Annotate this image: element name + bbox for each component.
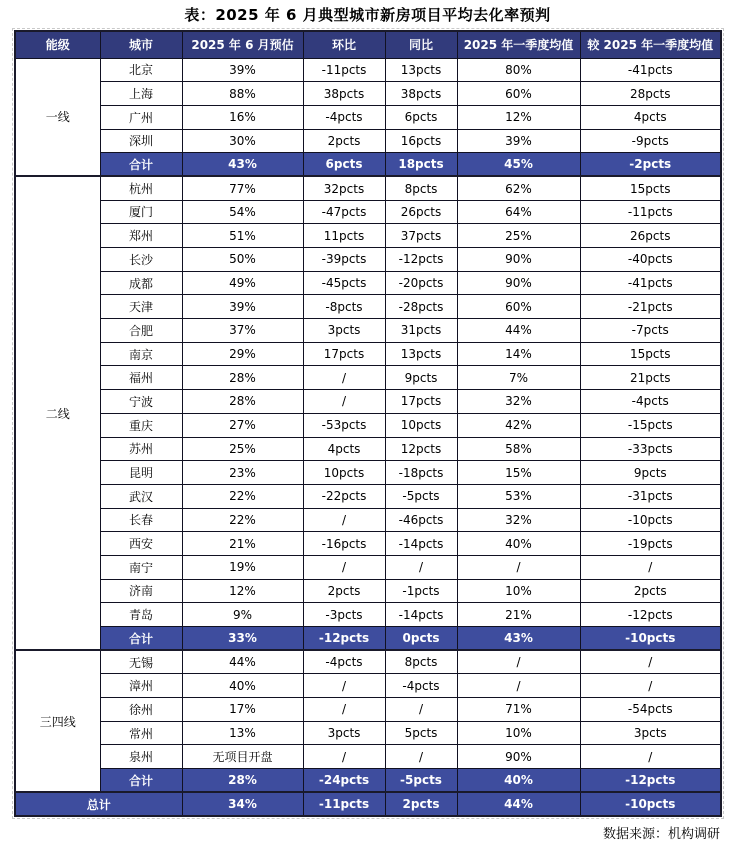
table-row — [15, 224, 721, 248]
table-row — [15, 200, 721, 224]
value-cell: 11pcts — [303, 224, 385, 248]
value-cell: 12pcts — [385, 437, 457, 461]
table-row — [15, 603, 721, 627]
value-cell: -4pcts — [303, 650, 385, 674]
value-cell: 77% — [182, 176, 303, 200]
value-cell: 28% — [182, 390, 303, 414]
value-cell: 64% — [457, 200, 580, 224]
value-cell: 80% — [457, 58, 580, 82]
value-cell: 32% — [457, 508, 580, 532]
table-row — [15, 484, 721, 508]
value-cell: 9% — [182, 603, 303, 627]
value-cell: -22pcts — [303, 484, 385, 508]
value-cell: 60% — [457, 295, 580, 319]
value-cell: 15pcts — [580, 176, 721, 200]
data-source-note: 数据来源：机构调研 — [602, 827, 720, 842]
value-cell: -12pcts — [580, 769, 721, 793]
value-cell: -16pcts — [303, 532, 385, 556]
value-cell: -7pcts — [580, 319, 721, 343]
value-cell: 25% — [182, 437, 303, 461]
value-cell: -21pcts — [580, 295, 721, 319]
value-cell: 14% — [457, 342, 580, 366]
value-cell: 3pcts — [303, 721, 385, 745]
value-cell: 16% — [182, 105, 303, 129]
value-cell: 39% — [182, 295, 303, 319]
value-cell: 10pcts — [303, 461, 385, 485]
value-cell: 44% — [182, 650, 303, 674]
table-row — [15, 579, 721, 603]
value-cell: 5pcts — [385, 721, 457, 745]
column-header-june-estimate: 2025 年 6 月预估 — [182, 31, 303, 58]
table-row — [15, 82, 721, 106]
value-cell: 90% — [457, 271, 580, 295]
value-cell: 45% — [457, 153, 580, 177]
value-cell: 19% — [182, 555, 303, 579]
value-cell: -46pcts — [385, 508, 457, 532]
table-row — [15, 555, 721, 579]
table-row — [15, 698, 721, 722]
tier-cell: 三四线 — [15, 650, 100, 792]
value-cell: / — [385, 555, 457, 579]
header-row — [15, 31, 721, 58]
value-cell: 71% — [457, 698, 580, 722]
value-cell: 12% — [182, 579, 303, 603]
city-cell: 南宁 — [100, 555, 182, 579]
value-cell: 37pcts — [385, 224, 457, 248]
value-cell: -54pcts — [580, 698, 721, 722]
table-row — [15, 105, 721, 129]
value-cell: 21pcts — [580, 366, 721, 390]
city-cell: 济南 — [100, 579, 182, 603]
value-cell: 15pcts — [580, 342, 721, 366]
value-cell: 6pcts — [385, 105, 457, 129]
value-cell: 37% — [182, 319, 303, 343]
table-row — [15, 674, 721, 698]
value-cell: -41pcts — [580, 58, 721, 82]
value-cell: -53pcts — [303, 413, 385, 437]
column-header-vs-q1-average: 较 2025 年一季度均值 — [580, 31, 721, 58]
value-cell: 0pcts — [385, 627, 457, 651]
value-cell: -2pcts — [580, 153, 721, 177]
value-cell: -39pcts — [303, 248, 385, 272]
absorption-rate-table — [14, 30, 722, 817]
value-cell: -33pcts — [580, 437, 721, 461]
value-cell: 44% — [457, 319, 580, 343]
city-cell: 青岛 — [100, 603, 182, 627]
value-cell: 50% — [182, 248, 303, 272]
value-cell: -5pcts — [385, 484, 457, 508]
value-cell: 13pcts — [385, 342, 457, 366]
city-cell: 西安 — [100, 532, 182, 556]
column-header-q1-average: 2025 年一季度均值 — [457, 31, 580, 58]
value-cell: / — [303, 366, 385, 390]
city-cell: 广州 — [100, 105, 182, 129]
value-cell: / — [580, 555, 721, 579]
value-cell: 60% — [457, 82, 580, 106]
grand-total-label-cell: 总计 — [15, 792, 182, 816]
table-row — [15, 508, 721, 532]
tier-total-row — [15, 153, 721, 177]
value-cell: -11pcts — [580, 200, 721, 224]
value-cell: / — [457, 555, 580, 579]
total-label-cell: 合计 — [100, 153, 182, 177]
value-cell: -40pcts — [580, 248, 721, 272]
column-header-tier: 能级 — [15, 31, 100, 58]
city-cell: 南京 — [100, 342, 182, 366]
value-cell: 44% — [457, 792, 580, 816]
value-cell: 17% — [182, 698, 303, 722]
value-cell: 38pcts — [303, 82, 385, 106]
table-row — [15, 745, 721, 769]
city-cell: 宁波 — [100, 390, 182, 414]
value-cell: 27% — [182, 413, 303, 437]
value-cell: / — [580, 674, 721, 698]
value-cell: 33% — [182, 627, 303, 651]
table-row — [15, 366, 721, 390]
value-cell: 21% — [457, 603, 580, 627]
value-cell: 38pcts — [385, 82, 457, 106]
value-cell: 15% — [457, 461, 580, 485]
city-cell: 泉州 — [100, 745, 182, 769]
table-row — [15, 58, 721, 82]
value-cell: 29% — [182, 342, 303, 366]
value-cell: 40% — [457, 532, 580, 556]
table-row — [15, 319, 721, 343]
table-row — [15, 248, 721, 272]
value-cell: 26pcts — [580, 224, 721, 248]
city-cell: 合肥 — [100, 319, 182, 343]
value-cell: 21% — [182, 532, 303, 556]
table-row — [15, 271, 721, 295]
city-cell: 徐州 — [100, 698, 182, 722]
city-cell: 武汉 — [100, 484, 182, 508]
value-cell: / — [457, 674, 580, 698]
tier-cell: 二线 — [15, 176, 100, 650]
value-cell: / — [580, 745, 721, 769]
value-cell: 32pcts — [303, 176, 385, 200]
value-cell: -14pcts — [385, 532, 457, 556]
value-cell: 88% — [182, 82, 303, 106]
value-cell: 31pcts — [385, 319, 457, 343]
city-cell: 成都 — [100, 271, 182, 295]
value-cell: 39% — [457, 129, 580, 153]
value-cell: 62% — [457, 176, 580, 200]
city-cell: 重庆 — [100, 413, 182, 437]
city-cell: 长沙 — [100, 248, 182, 272]
value-cell: -5pcts — [385, 769, 457, 793]
value-cell: -10pcts — [580, 627, 721, 651]
value-cell: -8pcts — [303, 295, 385, 319]
value-cell: -18pcts — [385, 461, 457, 485]
value-cell: -31pcts — [580, 484, 721, 508]
value-cell: 4pcts — [303, 437, 385, 461]
value-cell: -41pcts — [580, 271, 721, 295]
value-cell: 8pcts — [385, 650, 457, 674]
value-cell: 34% — [182, 792, 303, 816]
value-cell: / — [303, 674, 385, 698]
value-cell: 26pcts — [385, 200, 457, 224]
city-cell: 郑州 — [100, 224, 182, 248]
value-cell: 25% — [457, 224, 580, 248]
column-header-mom: 环比 — [303, 31, 385, 58]
value-cell: 无项目开盘 — [182, 745, 303, 769]
total-label-cell: 合计 — [100, 627, 182, 651]
city-cell: 长春 — [100, 508, 182, 532]
city-cell: 北京 — [100, 58, 182, 82]
value-cell: 3pcts — [580, 721, 721, 745]
value-cell: -4pcts — [385, 674, 457, 698]
value-cell: -1pcts — [385, 579, 457, 603]
city-cell: 无锡 — [100, 650, 182, 674]
value-cell: -15pcts — [580, 413, 721, 437]
value-cell: 6pcts — [303, 153, 385, 177]
value-cell: -10pcts — [580, 792, 721, 816]
value-cell: 4pcts — [580, 105, 721, 129]
value-cell: 23% — [182, 461, 303, 485]
value-cell: 8pcts — [385, 176, 457, 200]
value-cell: / — [303, 508, 385, 532]
tier-total-row — [15, 627, 721, 651]
value-cell: 39% — [182, 58, 303, 82]
value-cell: -4pcts — [303, 105, 385, 129]
value-cell: 49% — [182, 271, 303, 295]
value-cell: / — [303, 698, 385, 722]
table-row — [15, 721, 721, 745]
value-cell: 9pcts — [580, 461, 721, 485]
value-cell: / — [457, 650, 580, 674]
table-row — [15, 650, 721, 674]
value-cell: / — [385, 698, 457, 722]
value-cell: 43% — [457, 627, 580, 651]
value-cell: 9pcts — [385, 366, 457, 390]
value-cell: 28pcts — [580, 82, 721, 106]
value-cell: 10pcts — [385, 413, 457, 437]
table-row — [15, 413, 721, 437]
value-cell: 30% — [182, 129, 303, 153]
value-cell: -28pcts — [385, 295, 457, 319]
value-cell: 90% — [457, 745, 580, 769]
table-row — [15, 295, 721, 319]
city-cell: 厦门 — [100, 200, 182, 224]
table-row — [15, 129, 721, 153]
value-cell: 16pcts — [385, 129, 457, 153]
table-row — [15, 532, 721, 556]
value-cell: 22% — [182, 508, 303, 532]
value-cell: 28% — [182, 769, 303, 793]
column-header-city: 城市 — [100, 31, 182, 58]
total-label-cell: 合计 — [100, 769, 182, 793]
value-cell: 51% — [182, 224, 303, 248]
value-cell: -14pcts — [385, 603, 457, 627]
tier-total-row — [15, 769, 721, 793]
value-cell: 42% — [457, 413, 580, 437]
value-cell: 13% — [182, 721, 303, 745]
value-cell: -4pcts — [580, 390, 721, 414]
city-cell: 苏州 — [100, 437, 182, 461]
value-cell: / — [303, 555, 385, 579]
value-cell: 3pcts — [303, 319, 385, 343]
grand-total-row — [15, 792, 721, 816]
value-cell: 10% — [457, 721, 580, 745]
value-cell: / — [385, 745, 457, 769]
value-cell: -12pcts — [303, 627, 385, 651]
city-cell: 福州 — [100, 366, 182, 390]
city-cell: 常州 — [100, 721, 182, 745]
value-cell: 32% — [457, 390, 580, 414]
value-cell: -20pcts — [385, 271, 457, 295]
value-cell: 90% — [457, 248, 580, 272]
value-cell: 40% — [182, 674, 303, 698]
value-cell: -45pcts — [303, 271, 385, 295]
value-cell: 2pcts — [303, 579, 385, 603]
table-row — [15, 176, 721, 200]
value-cell: 40% — [457, 769, 580, 793]
city-cell: 深圳 — [100, 129, 182, 153]
table-row — [15, 461, 721, 485]
city-cell: 漳州 — [100, 674, 182, 698]
city-cell: 天津 — [100, 295, 182, 319]
value-cell: 53% — [457, 484, 580, 508]
value-cell: -47pcts — [303, 200, 385, 224]
value-cell: -12pcts — [580, 603, 721, 627]
value-cell: -24pcts — [303, 769, 385, 793]
value-cell: 18pcts — [385, 153, 457, 177]
value-cell: 17pcts — [385, 390, 457, 414]
column-header-yoy: 同比 — [385, 31, 457, 58]
value-cell: -12pcts — [385, 248, 457, 272]
value-cell: / — [580, 650, 721, 674]
value-cell: -11pcts — [303, 792, 385, 816]
city-cell: 杭州 — [100, 176, 182, 200]
value-cell: 28% — [182, 366, 303, 390]
city-cell: 昆明 — [100, 461, 182, 485]
value-cell: -3pcts — [303, 603, 385, 627]
value-cell: / — [303, 390, 385, 414]
value-cell: 12% — [457, 105, 580, 129]
value-cell: / — [303, 745, 385, 769]
tier-cell: 一线 — [15, 58, 100, 176]
value-cell: -9pcts — [580, 129, 721, 153]
value-cell: 43% — [182, 153, 303, 177]
table-row — [15, 437, 721, 461]
value-cell: -19pcts — [580, 532, 721, 556]
city-cell: 上海 — [100, 82, 182, 106]
table-row — [15, 342, 721, 366]
value-cell: 2pcts — [580, 579, 721, 603]
table-row — [15, 390, 721, 414]
value-cell: 2pcts — [385, 792, 457, 816]
value-cell: 58% — [457, 437, 580, 461]
value-cell: 54% — [182, 200, 303, 224]
value-cell: 17pcts — [303, 342, 385, 366]
value-cell: 2pcts — [303, 129, 385, 153]
value-cell: 22% — [182, 484, 303, 508]
value-cell: -10pcts — [580, 508, 721, 532]
value-cell: 7% — [457, 366, 580, 390]
value-cell: 13pcts — [385, 58, 457, 82]
value-cell: 10% — [457, 579, 580, 603]
value-cell: -11pcts — [303, 58, 385, 82]
page-title: 表：2025 年 6 月典型城市新房项目平均去化率预判 — [184, 6, 551, 24]
